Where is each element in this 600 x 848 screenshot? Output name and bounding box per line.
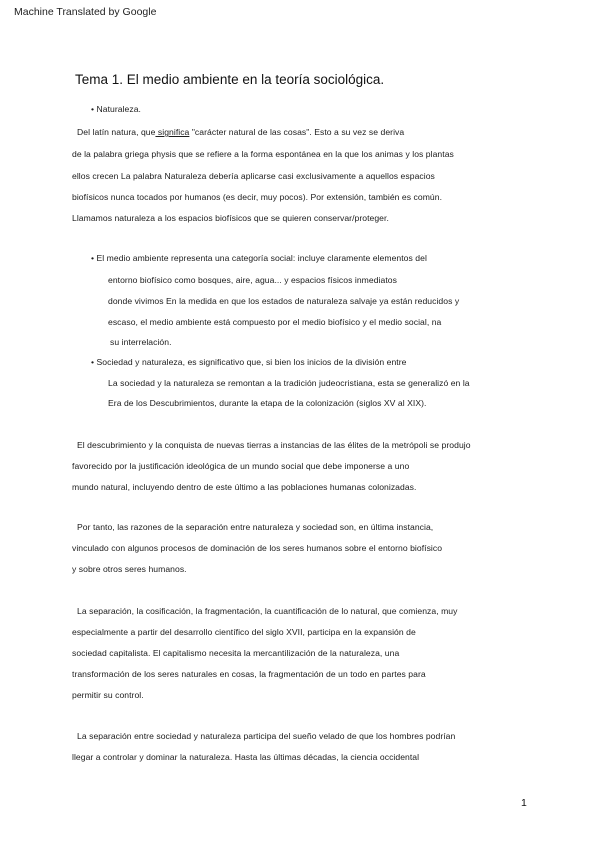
- paragraph-2-line-2: favorecido por la justificación ideológica de un mundo social que debe imponerse a uno: [72, 461, 410, 471]
- paragraph-1-line-1: [77, 127, 404, 138]
- bullet-medio-ambiente-line-3: donde vivimos En la medida en que los estados de naturaleza salvaje ya están reducidos y: [108, 296, 460, 306]
- paragraph-4-line-2: especialmente a partir del desarrollo científico del siglo XVII, participa en la expansión de: [72, 627, 416, 637]
- bullet-medio-ambiente-line-1: • El medio ambiente representa una categoría social: incluye claramente elementos del: [91, 253, 427, 263]
- paragraph-2-line-1: El descubrimiento y la conquista de nuevas tierras a instancias de las élites de la metrópoli se produjo: [77, 440, 471, 450]
- paragraph-1-line-3: ellos crecen La palabra Naturaleza debería aplicarse casi exclusivamente a aquellos espacios: [72, 171, 435, 181]
- paragraph-2-line-3: mundo natural, incluyendo dentro de este último a las poblaciones humanas colonizadas.: [72, 482, 417, 492]
- bullet-medio-ambiente-line-5: su interrelación.: [110, 337, 172, 347]
- text-run: "carácter natural de las cosas". Esto a su vez se deriva: [189, 127, 405, 137]
- paragraph-4-line-3: sociedad capitalista. El capitalismo necesita la mercantilización de la naturaleza, una: [72, 648, 400, 658]
- paragraph-1-line-4: biofísicos nunca tocados por humanos (es decir, muy pocos). Por extensión, también es común.: [72, 192, 443, 202]
- paragraph-4-line-5: permitir su control.: [72, 690, 144, 700]
- bullet-medio-ambiente-line-2: entorno biofísico como bosques, aire, agua... y espacios físicos inmediatos: [108, 275, 397, 285]
- bullet-sociedad-line-3: Era de los Descubrimientos, durante la etapa de la colonización (siglos XV al XIX).: [108, 398, 427, 408]
- paragraph-1-line-5: Llamamos naturaleza a los espacios biofísicos que se quieren conservar/proteger.: [72, 213, 389, 223]
- paragraph-4-line-1: La separación, la cosificación, la fragmentación, la cuantificación de lo natural, que comienza, muy: [77, 606, 458, 616]
- paragraph-4-line-4: transformación de los seres naturales en cosas, la fragmentación de un todo en partes para: [72, 669, 426, 679]
- bullet-naturaleza: • Naturaleza.: [91, 104, 141, 114]
- paragraph-5-line-2: llegar a controlar y dominar la naturaleza. Hasta las últimas décadas, la ciencia occidental: [72, 752, 420, 762]
- paragraph-5-line-1: La separación entre sociedad y naturaleza participa del sueño velado de que los hombres podrían: [77, 731, 456, 741]
- paragraph-3-line-2: vinculado con algunos procesos de dominación de los seres humanos sobre el entorno biofísico: [72, 543, 443, 553]
- bullet-sociedad-line-1: • Sociedad y naturaleza, es significativo que, si bien los inicios de la división entre: [91, 357, 407, 367]
- page-number: 1: [521, 797, 527, 809]
- paragraph-3-line-1: Por tanto, las razones de la separación entre naturaleza y sociedad son, en última instancia,: [77, 522, 434, 532]
- bullet-sociedad-line-2: La sociedad y la naturaleza se remontan a la tradición judeocristiana, esta se generalizó en la: [108, 378, 470, 388]
- text-run: Del latín natura, que: [77, 127, 156, 137]
- page-title: Tema 1. El medio ambiente en la teoría sociológica.: [75, 72, 385, 87]
- paragraph-1-line-2: de la palabra griega physis que se refiere a la forma espontánea en la que los animas y los plantas: [72, 149, 454, 159]
- underlined-word: significa: [155, 127, 190, 137]
- machine-translation-banner: Machine Translated by Google: [14, 6, 157, 18]
- bullet-medio-ambiente-line-4: escaso, el medio ambiente está compuesto por el medio biofísico y el medio social, na: [108, 317, 442, 327]
- paragraph-3-line-3: y sobre otros seres humanos.: [72, 564, 187, 574]
